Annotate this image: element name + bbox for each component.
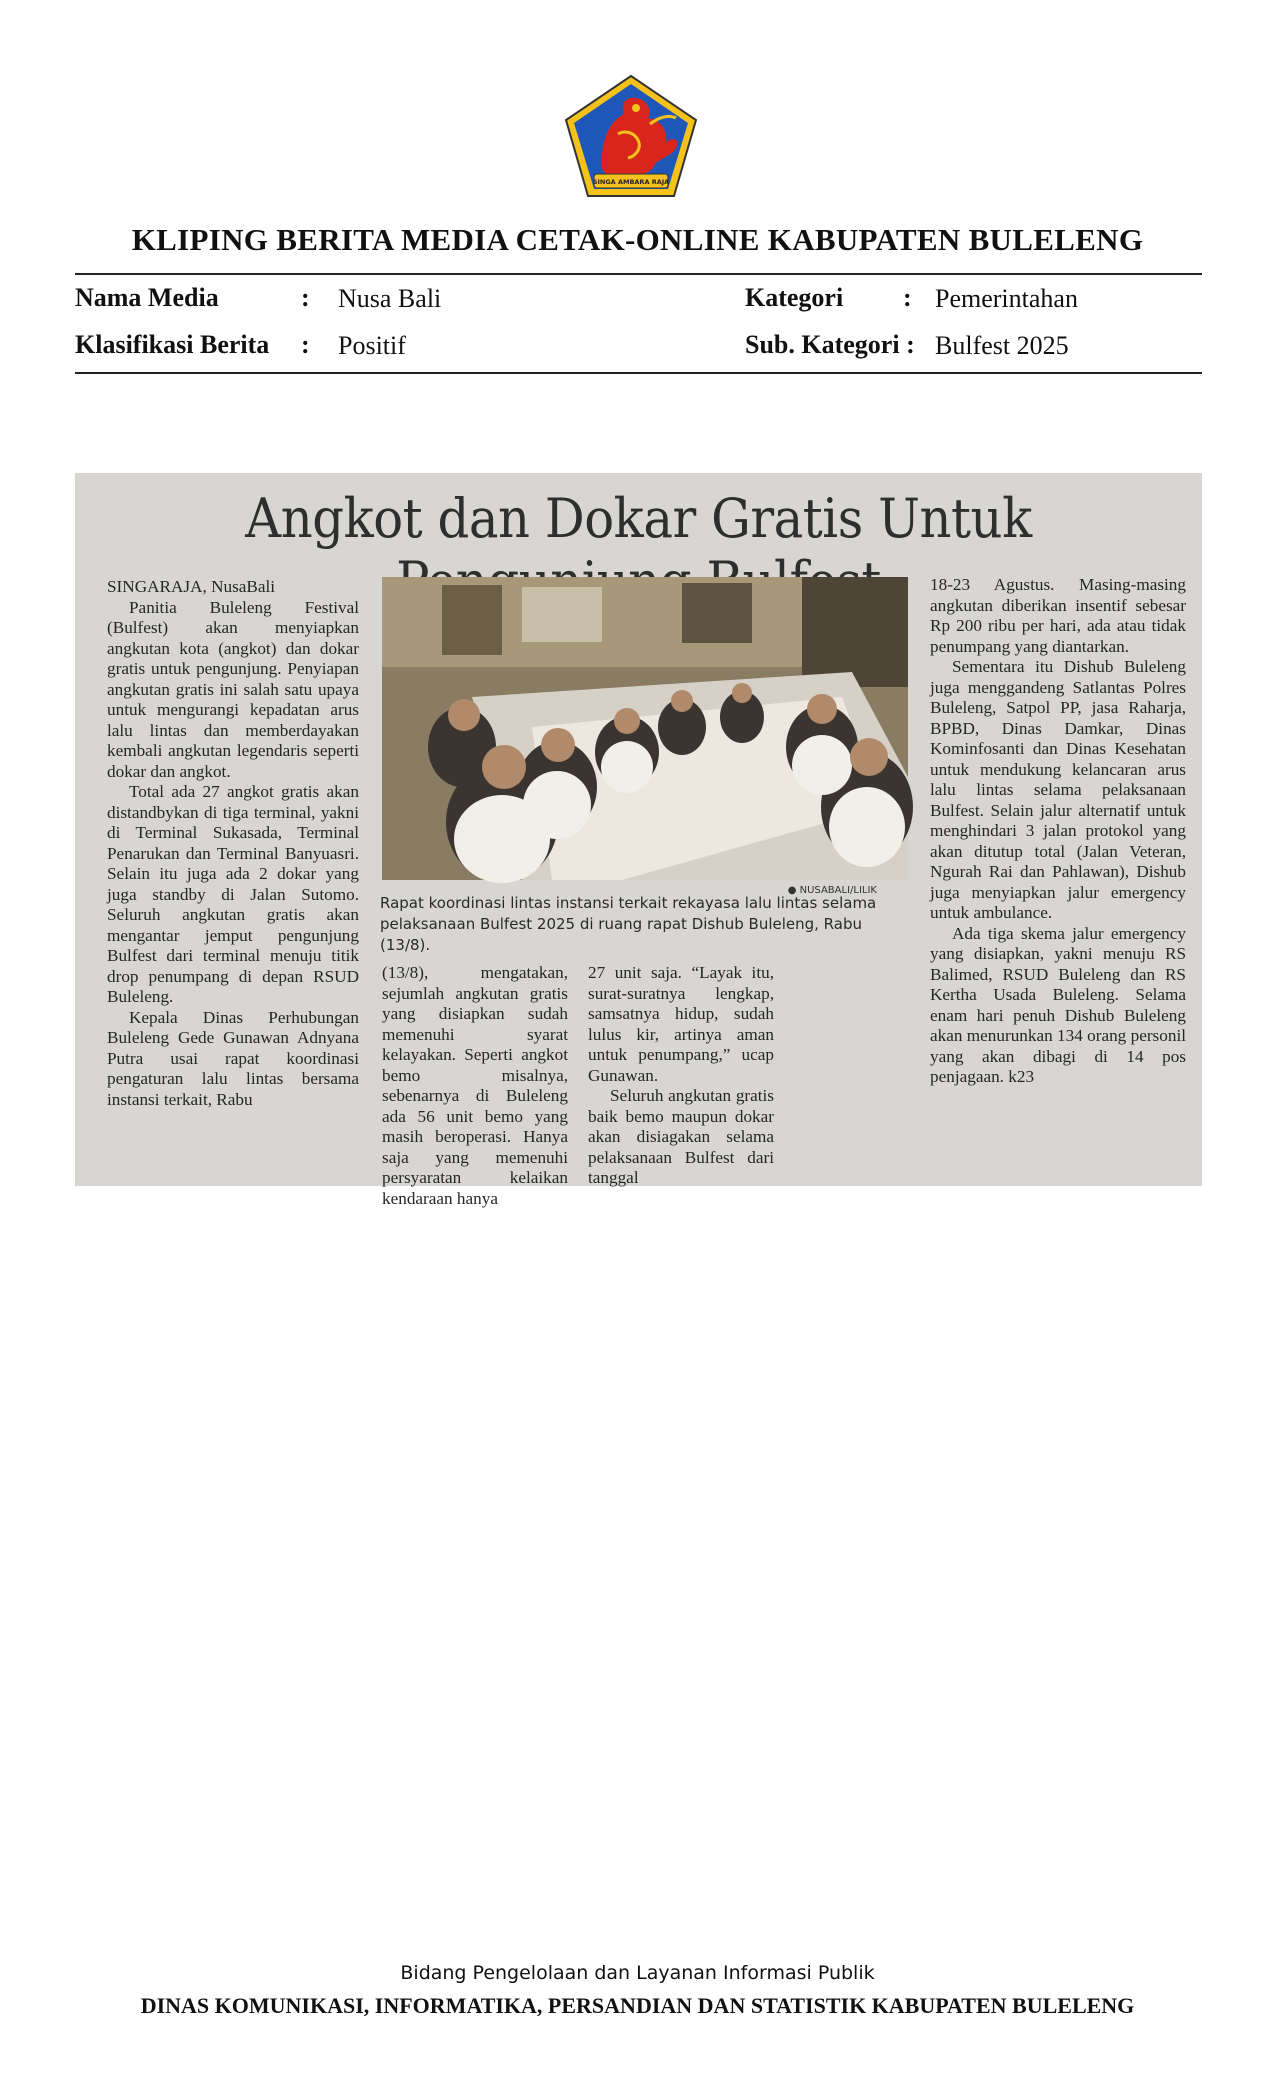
- document-title: KLIPING BERITA MEDIA CETAK-ONLINE KABUPATEN BULELENG: [131, 222, 1144, 257]
- article-column-2: [382, 963, 568, 1209]
- media-name-label: Nama Media: [75, 283, 219, 312]
- meeting-photo: [382, 577, 908, 880]
- media-name-colon: :: [301, 283, 310, 312]
- article-headline: Angkot dan Dokar Gratis Untuk: [245, 487, 1032, 550]
- header-divider-bottom: [75, 372, 1202, 374]
- photo-caption: Rapat koordinasi lintas instansi terkait rekayasa lalu lintas selama pelaksanaan Bulfest 2025 di ruang rapat Dishub Buleleng, Rabu (13/8).: [380, 894, 877, 954]
- news-classification-value: Positif: [338, 331, 406, 360]
- header-divider-top: [75, 273, 1202, 275]
- article-paragraph: Total ada 27 angkot gratis akan distandbykan di tiga terminal, yakni di Terminal Sukasada, Terminal Penarukan dan Terminal Banyuasri. Selain itu juga ada 2 dokar yang juga standby di Jalan Sutomo. Seluruh angkutan gratis akan mengantar jemput pengunjung Bulfest dari terminal menuju titik drop penumpang di depan RSUD Buleleng.: [107, 782, 359, 1006]
- category-colon: :: [903, 283, 912, 312]
- article-paragraph: Sementara itu Dishub Buleleng juga menggandeng Satlantas Polres Buleleng, Satpol PP, jasa Raharja, BPBD, Dinas Damkar, Dinas Kominfosanti dan Dinas Kesehatan untuk mendukung kelancaran arus lalu lintas selama pelaksanaan Bulfest. Selain jalur alternatif untuk menghindari 3 jalan protokol yang akan ditutup total (Jalan Veteran, Ngurah Rai dan Pahlawan), Dishub juga menyiapkan jalur emergency untuk ambulance.: [930, 657, 1186, 922]
- news-classification-label: Klasifikasi Berita: [75, 330, 270, 359]
- article-column-4: [930, 575, 1186, 1088]
- article-paragraph: Kepala Dinas Perhubungan Buleleng Gede Gunawan Adnyana Putra usai rapat koordinasi pengaturan lalu lintas bersama instansi terkait, Rabu: [107, 1007, 359, 1109]
- media-name-value: Nusa Bali: [338, 284, 442, 313]
- article-paragraph: 18-23 Agustus. Masing-masing angkutan diberikan insentif sebesar Rp 200 ribu per hari, ada atau tidak penumpang yang diantarkan.: [930, 575, 1186, 656]
- article-column-3: [588, 963, 774, 1189]
- bleed-through-text: [1190, 543, 1197, 573]
- svg-text:SINGA AMBARA RAJA: SINGA AMBARA RAJA: [592, 178, 670, 186]
- news-classification-colon: :: [301, 330, 310, 359]
- subcategory-value: Bulfest 2025: [935, 331, 1069, 360]
- newspaper-clipping: [75, 473, 1202, 1208]
- photo-credit: ● NUSABALI/LILIK: [787, 885, 877, 896]
- footer-division: Bidang Pengelolaan dan Layanan Informasi Publik: [400, 1962, 875, 1984]
- article-column-1: [107, 577, 359, 1110]
- article-paragraph: Seluruh angkutan gratis baik bemo maupun dokar akan disiagakan selama pelaksanaan Bulfest dari tanggal: [588, 1086, 774, 1187]
- article-paragraph: (13/8), mengatakan, sejumlah angkutan gratis yang disiapkan sudah memenuhi syarat kelayakan. Seperti angkot bemo misalnya, sebenarnya di Buleleng ada 56 unit bemo yang masih beroperasi. Hanya saja yang memenuhi persyaratan kelaikan kendaraan hanya: [382, 963, 568, 1208]
- article-dateline: SINGARAJA, NusaBali: [107, 577, 276, 596]
- article-paragraph: Ada tiga skema jalur emergency yang disiapkan, yakni menuju RS Balimed, RSUD Buleleng dan RS Kertha Usada Buleleng. Selama enam hari penuh Dishub Buleleng akan menurunkan 134 orang personil yang akan dibagi di 14 pos penjagaan. k23: [930, 923, 1186, 1086]
- category-value: Pemerintahan: [935, 284, 1078, 313]
- category-label: Kategori: [745, 283, 844, 312]
- kabupaten-buleleng-logo: [562, 74, 700, 200]
- footer-agency: DINAS KOMUNIKASI, INFORMATIKA, PERSANDIAN DAN STATISTIK KABUPATEN BULELENG: [140, 1993, 1135, 2018]
- article-paragraph: Panitia Buleleng Festival (Bulfest) akan menyiapkan angkutan kota (angkot) dan dokar gratis untuk pengunjung. Penyiapan angkutan gratis ini salah satu upaya untuk mengurangi kepadatan arus lalu lintas dan memberdayakan kembali angkutan legendaris seperti dokar dan angkot.: [107, 597, 359, 781]
- article-paragraph: 27 unit saja. “Layak itu, surat-suratnya lengkap, samsatnya hidup, sudah lulus kir, artinya aman untuk penumpang,” ucap Gunawan.: [588, 963, 774, 1085]
- subcategory-label: Sub. Kategori :: [745, 330, 915, 359]
